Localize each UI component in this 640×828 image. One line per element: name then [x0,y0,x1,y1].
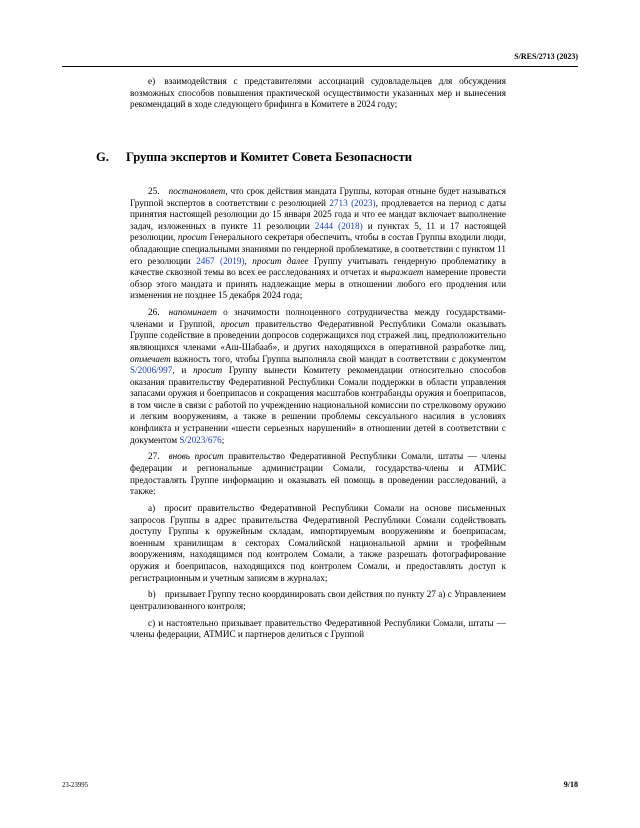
operative-verb: напоминает [168,307,217,318]
operative-verb: постановляет [168,186,226,196]
page-header [62,52,578,67]
document-link[interactable]: S/2006/997 [130,365,173,376]
resolution-link[interactable]: 2713 (2023) [329,197,376,208]
operative-verb: просит далее [252,255,309,266]
paragraph-e-text: e) взаимодействия с представителями ассоциаций судовладельцев для обсуждения возможных способов повышения практической осуществимости указанных мер и вынесения рекомендаций в ходе следующего брифинга в Комитете в 2024 году; [130,76,506,110]
section-letter: G. [96,150,109,164]
main-body [130,186,506,646]
subparagraph-27a: a) просит правительство Федеративной Республики Сомали на основе письменных запросов Группы в адрес правительства Федеративной Республики Сомали содействовать доступу Группы к оружейным складам, импортируемым вооружениям и боеприпасам, военным хранилищам в секторах Сомалийской национальной армии и трофейным вооружениям, находящимся под контролем Сомали, а также разрешать фотографирование оружия и боеприпасов, находящихся под контролем Сомали, и предоставлять доступ к регистрационным и учетным записям в журналах; [130,503,506,583]
para-number: 26. [148,307,160,318]
paragraph-26: 26. напоминает о значимости полноценного сотрудничества между государствами-членами и Группой, просит правительство Федеративной Республики Сомали оказывать Группе содействие в проведении допросов содержащихся под стражей лиц, предположительно являющихся членами «Аш-Шабааб», и других находящихся в оперативной разработке лиц, отмечает важность того, чтобы Группа выполняла свой мандат в соответствии с документом S/2006/997, и просит Группу вынести Комитету рекомендации относительно способов оказания правительству Федеративной Республики Сомали поддержки в области управления запасами оружия и боеприпасов и сокращения масштабов контрабанды оружия и боеприпасов, в том числе в связи с работой по учреждению национальной комиссии по стрелковому оружию и легким вооружениям, а также в решении проблемы сексуального насилия в условиях конфликта и устранении «шести серьезных нарушений» в отношении детей в соответствии с документом S/2023/676; [130,307,507,445]
document-job-number: 23-23995 [62,782,89,789]
paragraph-25: 25. постановляет, что срок действия мандата Группы, которая отныне будет называться Группой экспертов в соответствии с резолюцией 2713 (2023), продлевается на период с даты принятия настоящей резолюции до 15 января 2025 года и что ее мандат включает выполнение задач, изложенных в пункте 11 резолюции 2444 (2018) и пунктах 5, 11 и 17 настоящей резолюции, просит Генерального секретаря обеспечить, чтобы в состав Группы входили люди, обладающие специальными знаниями по гендерной проблематике, в соответствии с пунктом 11 его резолюции 2467 (2019), просит далее Группу учитывать гендерную проблематику в качестве сквозной темы во всех ее расследованиях и отчетах и выражает намерение провести обзор этого мандата и принять надлежащие меры в отношении любого его продления или изменения не позднее 15 декабря 2024 года; [130,186,506,301]
para-number: 27. [148,451,160,462]
document-link[interactable]: S/2023/676 [179,434,222,445]
operative-verb: просит [220,318,250,329]
paragraph-27: 27. вновь просит правительство Федеративной Республики Сомали, штаты — члены федерации и региональные администрации Сомали, государства-члены и АТМИС предоставлять Группе информацию и оказывать ей помощь в проведении расследований, а также: [130,451,506,497]
operative-verb: отмечает [130,353,171,364]
section-heading [96,150,516,165]
document-symbol: S/RES/2713 (2023) [514,52,578,61]
para-number: 25. [148,186,160,196]
operative-verb: просит [193,365,223,376]
page-number: 9/18 [563,780,578,789]
operative-verb: просит [177,232,207,243]
resolution-link[interactable]: 2444 (2018) [314,220,363,231]
paragraph-e [130,76,506,116]
operative-verb: вновь просит [168,451,224,462]
operative-verb: выражает [380,267,424,278]
section-title: Группа экспертов и Комитет Совета Безопасности [126,150,413,164]
subparagraph-27b: b) призывает Группу тесно координировать свои действия по пункту 27 a) с Управлением централизованного контроля; [130,589,506,611]
subparagraph-27c: c) и настоятельно призывает правительство Федеративной Республики Сомали, штаты — члены федерации, АТМИС и партнеров делиться с Группой [130,617,506,640]
resolution-link[interactable]: 2467 (2019) [196,255,245,266]
